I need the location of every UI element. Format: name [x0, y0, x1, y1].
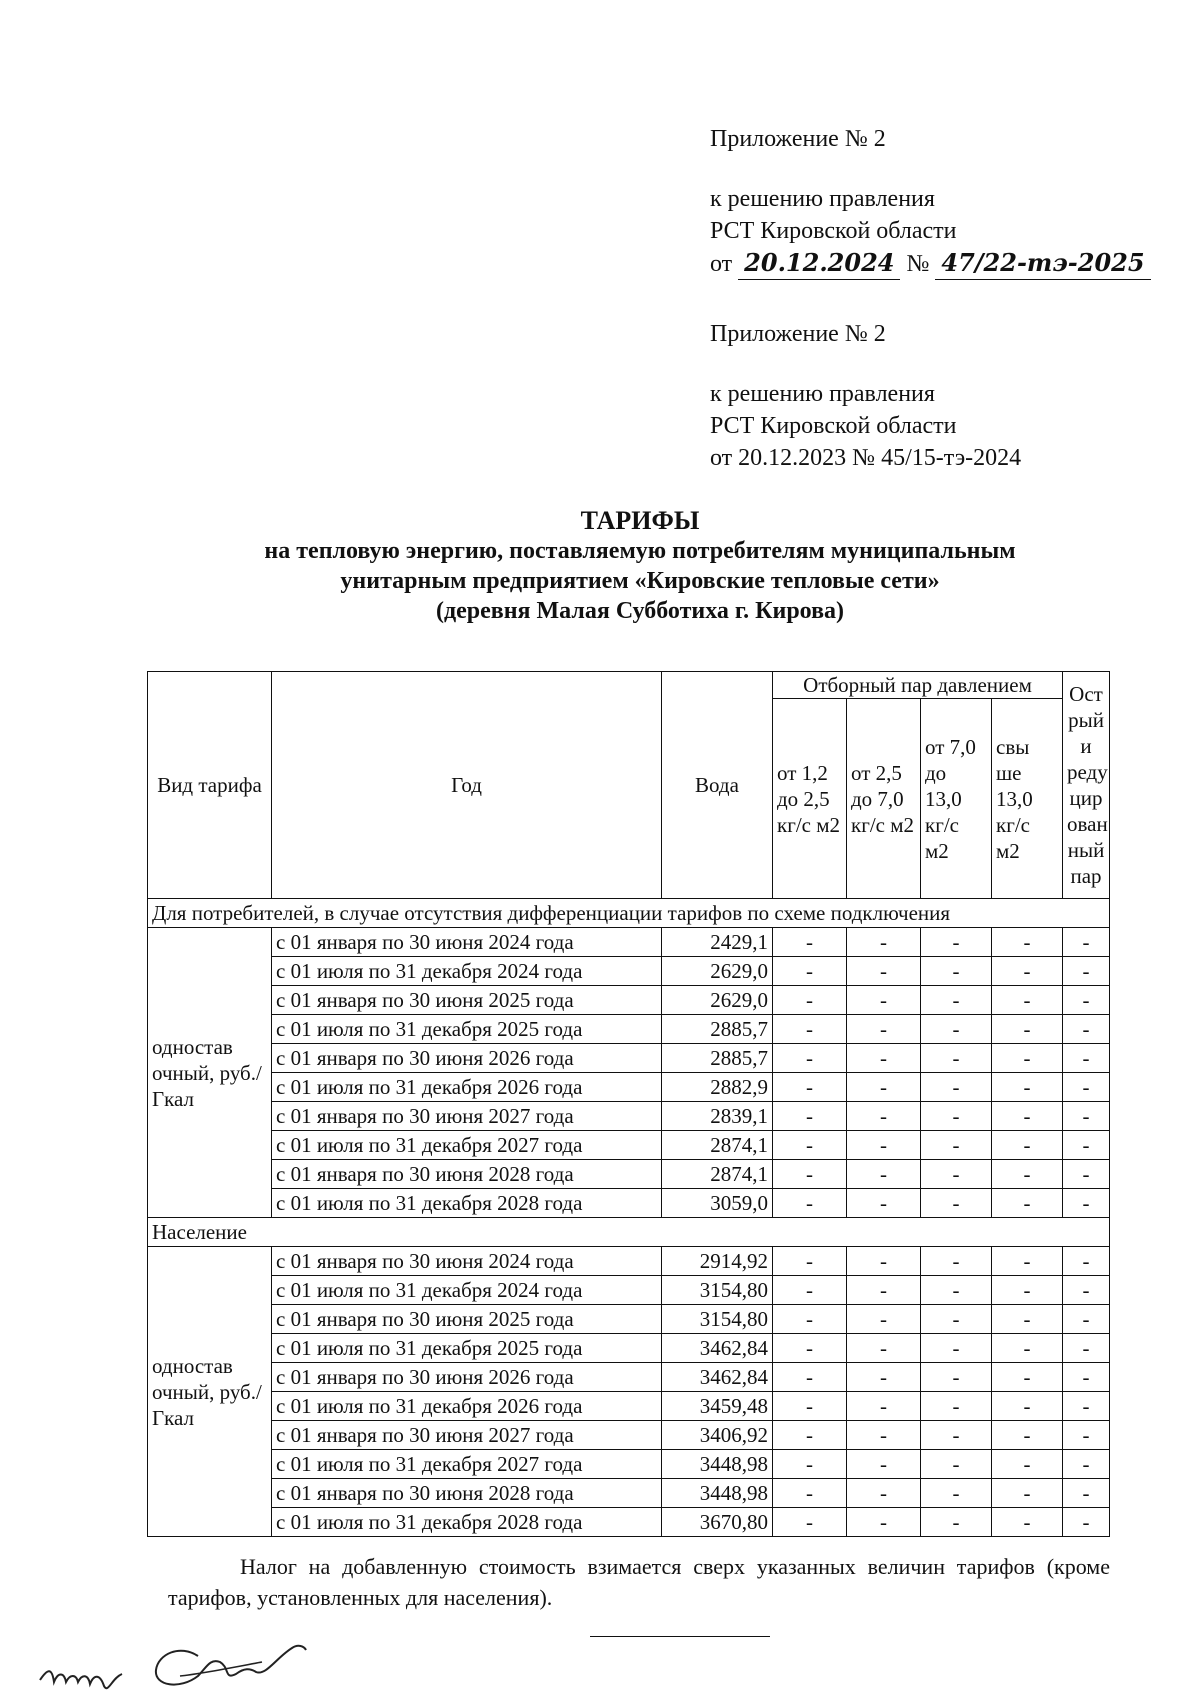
- period-cell: с 01 января по 30 июня 2025 года: [272, 986, 662, 1015]
- pressure-4-cell: -: [992, 1189, 1063, 1218]
- pressure-4-cell: -: [992, 1015, 1063, 1044]
- period-cell: с 01 января по 30 июня 2026 года: [272, 1363, 662, 1392]
- period-cell: с 01 января по 30 июня 2025 года: [272, 1305, 662, 1334]
- period-cell: с 01 января по 30 июня 2028 года: [272, 1160, 662, 1189]
- header-pressure-1: от 1,2 до 2,5 кг/с м2: [773, 699, 847, 899]
- water-value-cell: 3059,0: [662, 1189, 773, 1218]
- pressure-2-cell: -: [847, 1479, 921, 1508]
- heading-line1: на тепловую энергию, поставляемую потребителям муниципальным: [264, 538, 1016, 564]
- section-title: Для потребителей, в случае отсутствия дифференциации тарифов по схеме подключения: [148, 899, 1110, 928]
- pressure-2-cell: -: [847, 1305, 921, 1334]
- period-cell: с 01 января по 30 июня 2027 года: [272, 1102, 662, 1131]
- header-pressure-3: от 7,0 до 13,0 кг/с м2: [921, 699, 992, 899]
- pressure-3-cell: -: [921, 1189, 992, 1218]
- pressure-3-cell: -: [921, 1073, 992, 1102]
- table-row: [148, 957, 1110, 986]
- pressure-3-cell: -: [921, 1479, 992, 1508]
- period-cell: с 01 июля по 31 декабря 2027 года: [272, 1450, 662, 1479]
- sharp-steam-cell: -: [1063, 1421, 1110, 1450]
- period-cell: с 01 июля по 31 декабря 2025 года: [272, 1015, 662, 1044]
- pressure-2-cell: -: [847, 1450, 921, 1479]
- period-cell: с 01 июля по 31 декабря 2026 года: [272, 1073, 662, 1102]
- table-row: [148, 1015, 1110, 1044]
- pressure-1-cell: -: [773, 928, 847, 957]
- appendix-previous-line2: РСТ Кировской области: [710, 413, 957, 439]
- pressure-1-cell: -: [773, 1305, 847, 1334]
- header-pressure-2: от 2,5 до 7,0 кг/с м2: [847, 699, 921, 899]
- pressure-1-cell: -: [773, 1247, 847, 1276]
- pressure-2-cell: -: [847, 1247, 921, 1276]
- water-value-cell: 2874,1: [662, 1160, 773, 1189]
- table-row: [148, 1276, 1110, 1305]
- pressure-1-cell: -: [773, 1102, 847, 1131]
- heading-line3: (деревня Малая Субботиха г. Кирова): [435, 598, 845, 624]
- heading-line2: унитарным предприятием «Кировские тепловые сети»: [340, 568, 940, 594]
- pressure-3-cell: -: [921, 957, 992, 986]
- tariff-type-cell: одностав очный, руб./Гкал: [148, 1247, 272, 1537]
- pressure-1-cell: -: [773, 1015, 847, 1044]
- header-sharp-steam: Ост рый и реду цир ован ный пар: [1063, 672, 1110, 899]
- sharp-steam-cell: -: [1063, 1508, 1110, 1537]
- pressure-2-cell: -: [847, 1392, 921, 1421]
- table-row: [148, 1363, 1110, 1392]
- sharp-steam-cell: -: [1063, 1363, 1110, 1392]
- pressure-1-cell: -: [773, 1044, 847, 1073]
- pressure-1-cell: -: [773, 1073, 847, 1102]
- document-heading: [140, 506, 1140, 626]
- pressure-2-cell: -: [847, 1160, 921, 1189]
- period-cell: с 01 июля по 31 декабря 2025 года: [272, 1334, 662, 1363]
- table-row: [148, 1450, 1110, 1479]
- header-water: Вода: [662, 672, 773, 899]
- number-prefix: №: [906, 251, 930, 277]
- appendix-previous-title: Приложение № 2: [710, 321, 886, 347]
- water-value-cell: 3462,84: [662, 1363, 773, 1392]
- table-row: [148, 1102, 1110, 1131]
- pressure-1-cell: -: [773, 1450, 847, 1479]
- sharp-steam-cell: -: [1063, 1102, 1110, 1131]
- water-value-cell: 3154,80: [662, 1305, 773, 1334]
- table-row: [148, 1073, 1110, 1102]
- pressure-2-cell: -: [847, 1334, 921, 1363]
- pressure-2-cell: -: [847, 1073, 921, 1102]
- sharp-steam-cell: -: [1063, 928, 1110, 957]
- table-row: [148, 928, 1110, 957]
- table-row: [148, 1305, 1110, 1334]
- sharp-steam-cell: -: [1063, 1276, 1110, 1305]
- pressure-2-cell: -: [847, 1044, 921, 1073]
- table-row: [148, 1044, 1110, 1073]
- pressure-3-cell: -: [921, 1131, 992, 1160]
- pressure-2-cell: -: [847, 1131, 921, 1160]
- pressure-4-cell: -: [992, 1276, 1063, 1305]
- pressure-2-cell: -: [847, 986, 921, 1015]
- document-title: ТАРИФЫ: [580, 506, 700, 535]
- pressure-3-cell: -: [921, 1044, 992, 1073]
- pressure-2-cell: -: [847, 1189, 921, 1218]
- sharp-steam-cell: -: [1063, 1479, 1110, 1508]
- sharp-steam-cell: -: [1063, 1073, 1110, 1102]
- table-row: [148, 1421, 1110, 1450]
- header-steam-group: Отборный пар давлением: [773, 672, 1063, 699]
- section-row: [148, 1218, 1110, 1247]
- pressure-2-cell: -: [847, 1276, 921, 1305]
- pressure-4-cell: -: [992, 1450, 1063, 1479]
- sharp-steam-cell: -: [1063, 957, 1110, 986]
- period-cell: с 01 июля по 31 декабря 2024 года: [272, 1276, 662, 1305]
- period-cell: с 01 июля по 31 декабря 2027 года: [272, 1131, 662, 1160]
- pressure-1-cell: -: [773, 1160, 847, 1189]
- appendix-previous-line1: к решению правления: [710, 381, 935, 407]
- table-row: [148, 1334, 1110, 1363]
- sharp-steam-cell: -: [1063, 1305, 1110, 1334]
- pressure-3-cell: -: [921, 1102, 992, 1131]
- table-row: [148, 1131, 1110, 1160]
- water-value-cell: 3459,48: [662, 1392, 773, 1421]
- sharp-steam-cell: -: [1063, 1160, 1110, 1189]
- pressure-4-cell: -: [992, 957, 1063, 986]
- sharp-steam-cell: -: [1063, 1015, 1110, 1044]
- pressure-2-cell: -: [847, 928, 921, 957]
- sharp-steam-cell: -: [1063, 1247, 1110, 1276]
- pressure-3-cell: -: [921, 1276, 992, 1305]
- water-value-cell: 2914,92: [662, 1247, 773, 1276]
- pressure-4-cell: -: [992, 1479, 1063, 1508]
- pressure-3-cell: -: [921, 1450, 992, 1479]
- appendix-current: [710, 123, 1151, 280]
- pressure-2-cell: -: [847, 1421, 921, 1450]
- appendix-previous: [710, 318, 1021, 474]
- pressure-4-cell: -: [992, 1131, 1063, 1160]
- pressure-1-cell: -: [773, 1392, 847, 1421]
- appendix-current-date-line: [710, 247, 1151, 280]
- pressure-4-cell: -: [992, 1247, 1063, 1276]
- pressure-1-cell: -: [773, 1421, 847, 1450]
- period-cell: с 01 января по 30 июня 2024 года: [272, 1247, 662, 1276]
- vat-note: Налог на добавленную стоимость взимается сверх указанных величин тарифов (кроме тарифов, установленных для населения).: [168, 1554, 1110, 1610]
- water-value-cell: 2629,0: [662, 957, 773, 986]
- appendix-current-line2: РСТ Кировской области: [710, 218, 957, 244]
- date-prefix: от: [710, 251, 733, 277]
- pressure-1-cell: -: [773, 957, 847, 986]
- water-value-cell: 3448,98: [662, 1450, 773, 1479]
- pressure-3-cell: -: [921, 1247, 992, 1276]
- handwritten-number: 47/22-тэ-2025: [935, 247, 1150, 280]
- pressure-3-cell: -: [921, 1392, 992, 1421]
- header-pressure-4: свы ше 13,0 кг/с м2: [992, 699, 1063, 899]
- section-row: [148, 899, 1110, 928]
- water-value-cell: 2885,7: [662, 1044, 773, 1073]
- pressure-3-cell: -: [921, 1334, 992, 1363]
- sharp-steam-cell: -: [1063, 1334, 1110, 1363]
- tariff-table: [147, 671, 1110, 1537]
- pressure-2-cell: -: [847, 1363, 921, 1392]
- pressure-1-cell: -: [773, 1189, 847, 1218]
- table-row: [148, 986, 1110, 1015]
- pressure-3-cell: -: [921, 1015, 992, 1044]
- appendix-previous-line3: от 20.12.2023 № 45/15-тэ-2024: [710, 445, 1022, 471]
- tariff-body: [148, 899, 1110, 1537]
- sharp-steam-cell: -: [1063, 1131, 1110, 1160]
- signature-icon: [30, 1628, 320, 1694]
- water-value-cell: 3670,80: [662, 1508, 773, 1537]
- water-value-cell: 3462,84: [662, 1334, 773, 1363]
- table-row: [148, 1247, 1110, 1276]
- pressure-1-cell: -: [773, 1334, 847, 1363]
- water-value-cell: 3448,98: [662, 1479, 773, 1508]
- pressure-4-cell: -: [992, 986, 1063, 1015]
- pressure-2-cell: -: [847, 1102, 921, 1131]
- period-cell: с 01 июля по 31 декабря 2028 года: [272, 1508, 662, 1537]
- period-cell: с 01 января по 30 июня 2028 года: [272, 1479, 662, 1508]
- pressure-4-cell: -: [992, 1073, 1063, 1102]
- pressure-3-cell: -: [921, 1363, 992, 1392]
- pressure-1-cell: -: [773, 986, 847, 1015]
- pressure-2-cell: -: [847, 1508, 921, 1537]
- pressure-4-cell: -: [992, 1421, 1063, 1450]
- pressure-4-cell: -: [992, 1044, 1063, 1073]
- water-value-cell: 3406,92: [662, 1421, 773, 1450]
- table-row: [148, 1160, 1110, 1189]
- pressure-4-cell: -: [992, 1392, 1063, 1421]
- pressure-3-cell: -: [921, 1305, 992, 1334]
- sharp-steam-cell: -: [1063, 1450, 1110, 1479]
- section-title: Население: [148, 1218, 1110, 1247]
- header-year: Год: [272, 672, 662, 899]
- table-row: [148, 1189, 1110, 1218]
- pressure-4-cell: -: [992, 1334, 1063, 1363]
- pressure-4-cell: -: [992, 1363, 1063, 1392]
- water-value-cell: 2429,1: [662, 928, 773, 957]
- appendix-current-line1: к решению правления: [710, 186, 935, 212]
- sharp-steam-cell: -: [1063, 1044, 1110, 1073]
- table-row: [148, 1479, 1110, 1508]
- water-value-cell: 2839,1: [662, 1102, 773, 1131]
- period-cell: с 01 июля по 31 декабря 2026 года: [272, 1392, 662, 1421]
- water-value-cell: 3154,80: [662, 1276, 773, 1305]
- period-cell: с 01 января по 30 июня 2026 года: [272, 1044, 662, 1073]
- period-cell: с 01 января по 30 июня 2024 года: [272, 928, 662, 957]
- pressure-4-cell: -: [992, 1305, 1063, 1334]
- water-value-cell: 2882,9: [662, 1073, 773, 1102]
- period-cell: с 01 июля по 31 декабря 2024 года: [272, 957, 662, 986]
- sharp-steam-cell: -: [1063, 986, 1110, 1015]
- closing-divider: [590, 1636, 770, 1637]
- pressure-1-cell: -: [773, 1276, 847, 1305]
- pressure-2-cell: -: [847, 1015, 921, 1044]
- period-cell: с 01 июля по 31 декабря 2028 года: [272, 1189, 662, 1218]
- water-value-cell: 2629,0: [662, 986, 773, 1015]
- pressure-4-cell: -: [992, 1160, 1063, 1189]
- pressure-3-cell: -: [921, 986, 992, 1015]
- pressure-1-cell: -: [773, 1131, 847, 1160]
- pressure-1-cell: -: [773, 1479, 847, 1508]
- sharp-steam-cell: -: [1063, 1392, 1110, 1421]
- period-cell: с 01 января по 30 июня 2027 года: [272, 1421, 662, 1450]
- pressure-2-cell: -: [847, 957, 921, 986]
- pressure-3-cell: -: [921, 1421, 992, 1450]
- pressure-4-cell: -: [992, 928, 1063, 957]
- table-row: [148, 1392, 1110, 1421]
- pressure-3-cell: -: [921, 1508, 992, 1537]
- water-value-cell: 2874,1: [662, 1131, 773, 1160]
- pressure-4-cell: -: [992, 1508, 1063, 1537]
- appendix-current-title: Приложение № 2: [710, 126, 886, 152]
- pressure-3-cell: -: [921, 1160, 992, 1189]
- pressure-4-cell: -: [992, 1102, 1063, 1131]
- sharp-steam-cell: -: [1063, 1189, 1110, 1218]
- pressure-1-cell: -: [773, 1508, 847, 1537]
- water-value-cell: 2885,7: [662, 1015, 773, 1044]
- pressure-1-cell: -: [773, 1363, 847, 1392]
- pressure-3-cell: -: [921, 928, 992, 957]
- handwritten-date: 20.12.2024: [738, 247, 900, 280]
- tariff-type-cell: одностав очный, руб./Гкал: [148, 928, 272, 1218]
- header-tariff-type: Вид тарифа: [148, 672, 272, 899]
- table-row: [148, 1508, 1110, 1537]
